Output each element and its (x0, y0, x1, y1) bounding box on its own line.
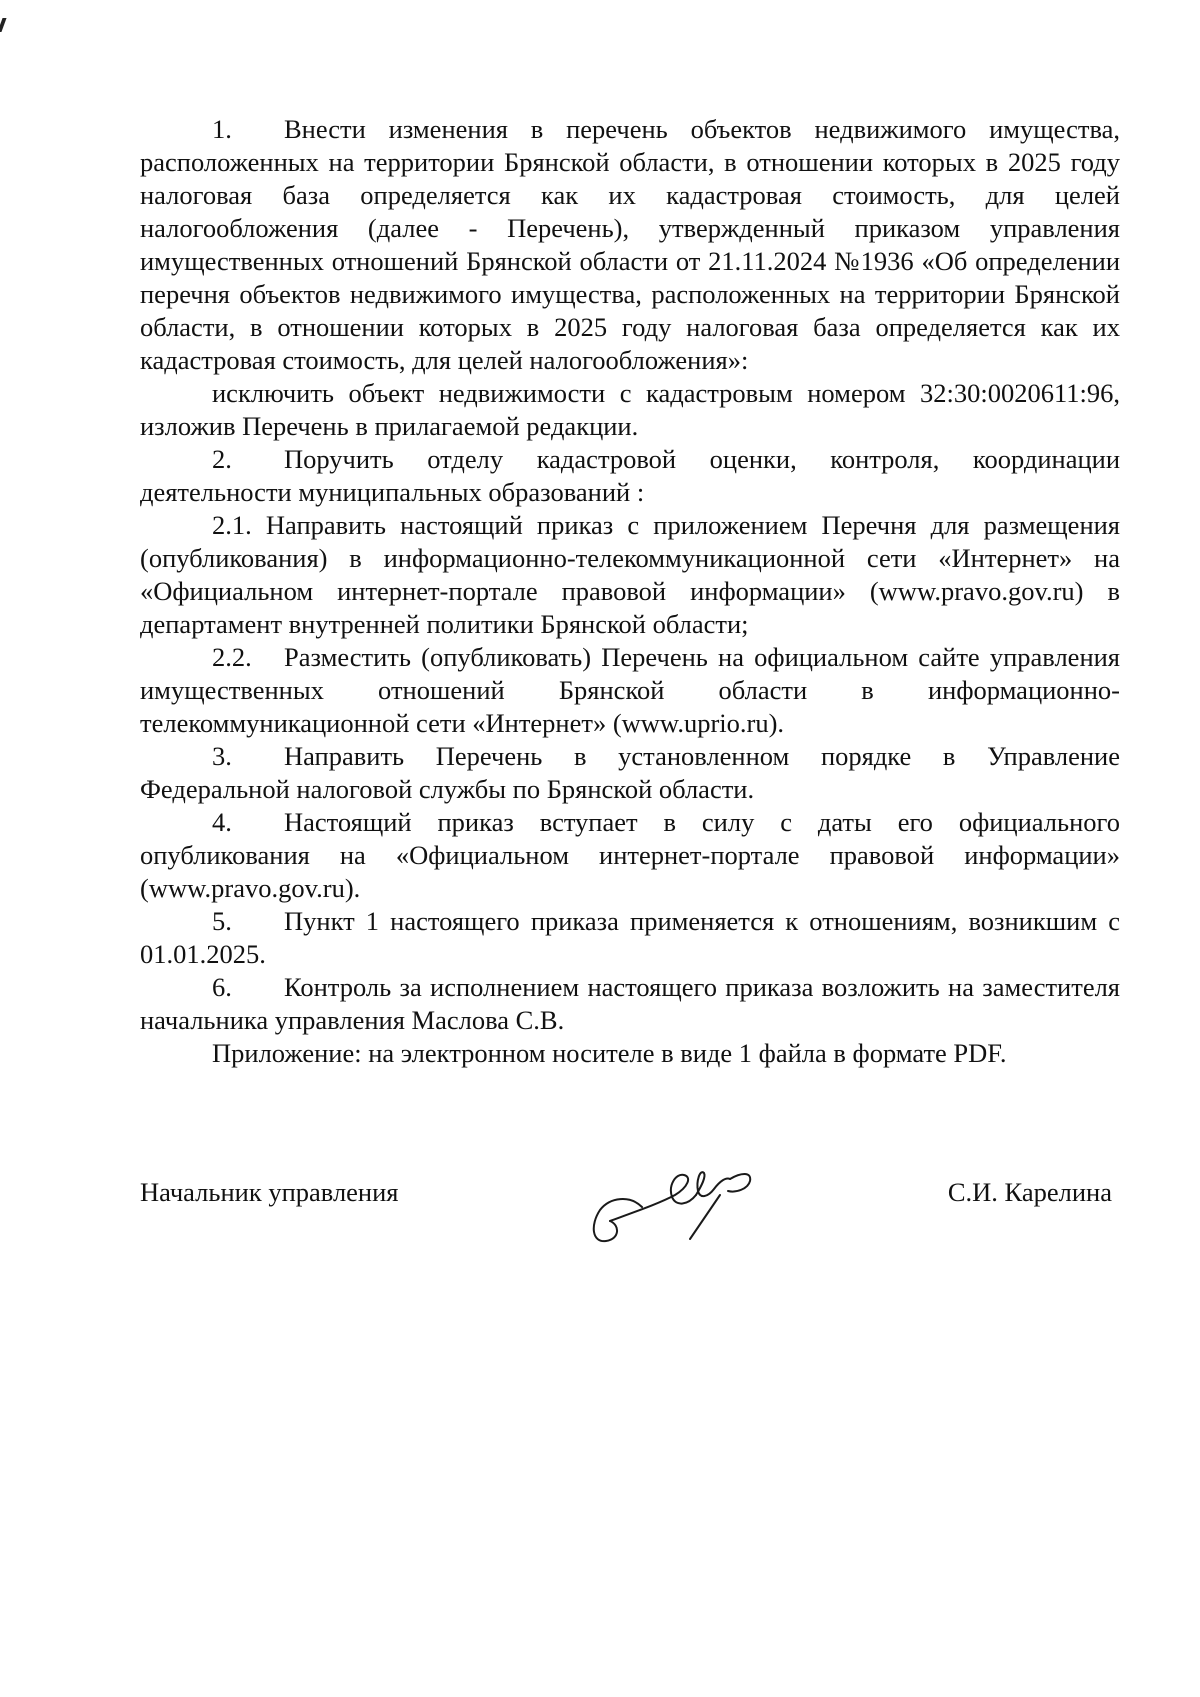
handwritten-signature-icon (580, 1155, 780, 1255)
paragraph-text: Направить Перечень в установленном порядке в Управление Федеральной налоговой службы по Брянской области. (140, 741, 1120, 804)
paragraph-text: Разместить (опубликовать) Перечень на официальном сайте управления имущественных отношений Брянской области в информационно-телекоммуникационной сети «Интернет» (www.uprio.ru). (140, 642, 1120, 738)
scan-corner-mark (0, 18, 7, 32)
signature-block (140, 1155, 1120, 1265)
paragraph-number: 5. (212, 906, 232, 936)
paragraph-text: Контроль за исполнением настоящего приказа возложить на заместителя начальника управления Маслова С.В. (140, 972, 1120, 1035)
paragraph-text: Внести изменения в перечень объектов недвижимого имущества, расположенных на территории Брянской области, в отношении которых в 2025 году налоговая база определяется как их кадастровая стоимость, для целей налогообложения (далее - Перечень), утвержденный приказом управления имущественных отношений Брянской области от 21.11.2024 №1936 «Об определении перечня объектов недвижимого имущества, расположенных на территории Брянской области, в отношении которых в 2025 году налоговая база определяется как их кадастровая стоимость, для целей налогообложения»: (140, 114, 1120, 375)
paragraph-text: Поручить отделу кадастровой оценки, контроля, координации деятельности муниципальных образований : (140, 444, 1120, 507)
paragraph-3 (140, 740, 1120, 806)
paragraph-number: 3. (212, 741, 232, 771)
paragraph-1 (140, 113, 1120, 377)
paragraph-text: 2.1. Направить настоящий приказ с приложением Перечня для размещения (опубликования) в информационно-телекоммуникационной сети «Интернет» на «Официальном интернет-портале правовой информации» (www.pravo.gov.ru) в департамент внутренней политики Брянской области; (140, 510, 1120, 639)
paragraph-text: Пункт 1 настоящего приказа применяется к отношениям, возникшим с 01.01.2025. (140, 906, 1120, 969)
paragraph-text: Приложение: на электронном носителе в виде 1 файла в формате PDF. (212, 1038, 1007, 1068)
signatory-position: Начальник управления (140, 1177, 399, 1207)
paragraph-number: 2.2. (212, 642, 252, 672)
paragraph-attachment (140, 1037, 1120, 1070)
paragraph-number: 2. (212, 444, 232, 474)
paragraph-text: Настоящий приказ вступает в силу с даты его официального опубликования на «Официальном интернет-портале правовой информации» (www.pravo.gov.ru). (140, 807, 1120, 903)
paragraph-2-1 (140, 509, 1120, 641)
paragraph-1-exclude (140, 377, 1120, 443)
paragraph-number: 4. (212, 807, 232, 837)
paragraph-2 (140, 443, 1120, 509)
paragraph-4 (140, 806, 1120, 905)
signatory-name: С.И. Карелина (947, 1177, 1112, 1207)
paragraph-number: 1. (212, 114, 232, 144)
paragraph-text: исключить объект недвижимости с кадастровым номером 32:30:0020611:96, изложив Перечень в прилагаемой редакции. (140, 378, 1120, 441)
paragraph-6 (140, 971, 1120, 1037)
paragraph-2-2 (140, 641, 1120, 740)
paragraph-5 (140, 905, 1120, 971)
paragraph-number: 6. (212, 972, 232, 1002)
order-body (140, 113, 1120, 1070)
